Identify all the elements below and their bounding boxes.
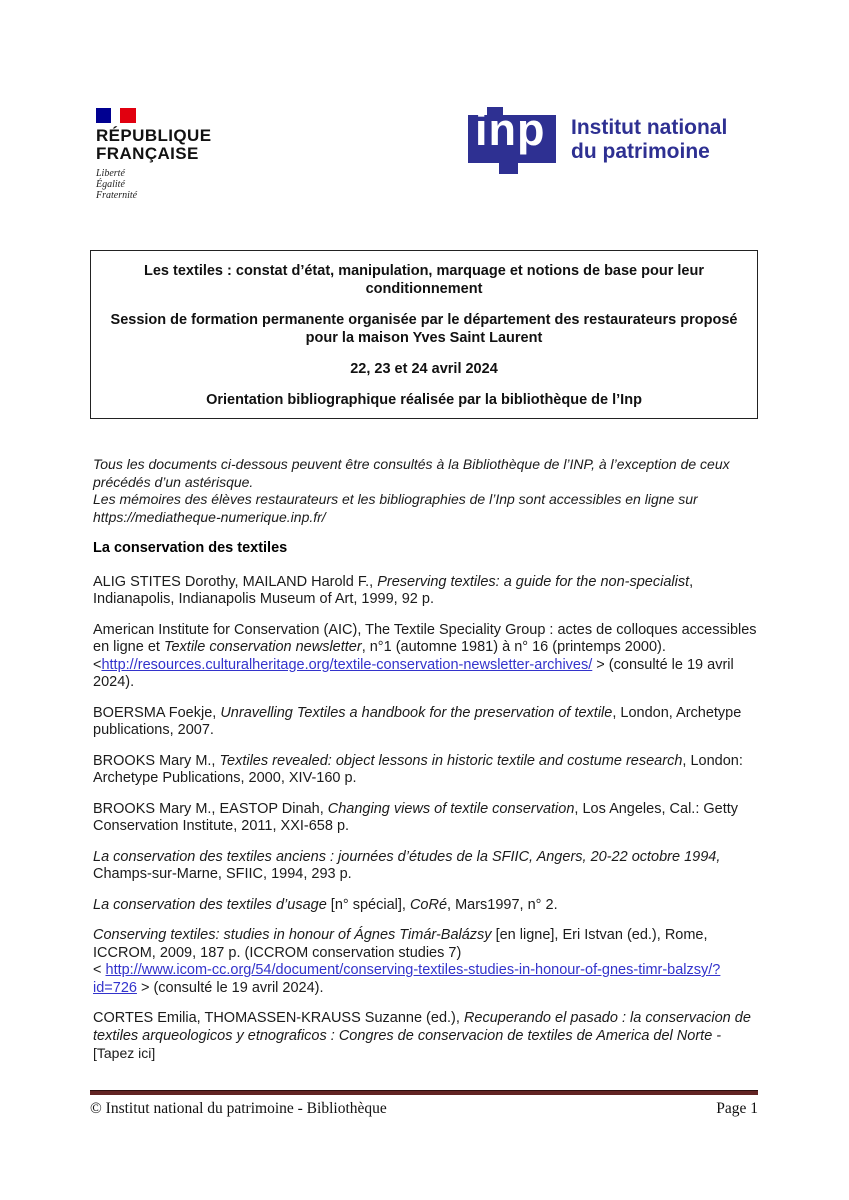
inp-logo-mark-icon bbox=[468, 104, 556, 175]
bibliography-entry bbox=[93, 897, 763, 915]
bibliography-entry bbox=[93, 753, 763, 788]
rf-motto-liberte: Liberté bbox=[96, 168, 125, 179]
rf-motto-egalite: Égalité bbox=[96, 179, 125, 190]
footer-placeholder-text: [Tapez ici] bbox=[93, 1045, 156, 1061]
rf-logo-motto bbox=[96, 168, 256, 201]
republique-francaise-logo bbox=[96, 108, 256, 201]
entry-text: ALIG STITES Dorothy, MAILAND Harold F., bbox=[93, 573, 378, 590]
entry-text: , Indianapolis, Indianapolis Museum of Art, 1999, 92 p. bbox=[93, 573, 694, 607]
entry-text: BROOKS Mary M., bbox=[93, 752, 220, 769]
entry-title-italic: Textiles revealed: object lessons in historic textile and costume research bbox=[219, 752, 683, 769]
document-body bbox=[93, 456, 763, 1063]
inp-name-line2: du patrimoine bbox=[571, 140, 710, 163]
inp-name-line1: Institut national bbox=[571, 116, 728, 139]
entry-link[interactable]: http://www.icom-cc.org/54/document/conserving-textiles-studies-in-honour-of-gnes-timr-balzsy/?id=726 bbox=[93, 962, 721, 996]
entry-text: BOERSMA Foekje, bbox=[93, 704, 221, 721]
entry-title-italic: La conservation des textiles d’usage bbox=[93, 896, 327, 913]
entry-text: CORTES Emilia, THOMASSEN-KRAUSS Suzanne (ed.), bbox=[93, 1010, 464, 1026]
entry-text: < bbox=[93, 656, 102, 673]
entry-text: , London: Archetype Publications, 2000, XIV-160 p. bbox=[93, 752, 743, 786]
session-description: Session de formation permanente organisée par le département des restaurateurs proposé pour la maison Yves Saint Laurent bbox=[110, 312, 738, 346]
entry-title-italic: Preserving textiles: a guide for the non-specialist bbox=[377, 573, 690, 590]
intro-paragraph-1: Tous les documents ci-dessous peuvent être consultés à la Bibliothèque de l’INP, à l’exception de ceux précédés d’un astérisque. bbox=[93, 456, 730, 490]
entry-text: Champs-sur-Marne, SFIIC, 1994, 293 p. bbox=[93, 866, 352, 882]
section-heading: La conservation des textiles bbox=[93, 540, 288, 556]
bibliography-entry bbox=[93, 801, 763, 836]
footer-page-number: Page 1 bbox=[716, 1100, 758, 1117]
entry-text: > (consulté le 19 avril 2024). bbox=[136, 979, 324, 996]
footer-copyright: © Institut national du patrimoine - Bibliothèque bbox=[90, 1100, 387, 1117]
inp-mark-bottom-tab bbox=[499, 163, 518, 174]
rf-logo-name bbox=[96, 127, 256, 163]
entry-text: < bbox=[93, 962, 106, 978]
entry-text: [en ligne], Eri Istvan (ed.), Rome, ICCROM, 2009, 187 p. (ICCROM conservation studies 7) bbox=[93, 927, 708, 961]
entry-text: , n°1 (automne 1981) à n° 16 (printemps 2000). bbox=[361, 639, 666, 655]
intro-paragraph-2: Les mémoires des élèves restaurateurs et les bibliographies de l’Inp sont accessibles en ligne sur https://mediatheque-numerique.inp.fr/ bbox=[93, 491, 698, 525]
entry-text: , London, Archetype publications, 2007. bbox=[93, 704, 742, 738]
intro-note bbox=[93, 456, 763, 526]
title-box bbox=[90, 250, 758, 419]
entry-text: American Institute for Conservation (AIC), The Textile Speciality Group : actes de colloques accessibles en ligne et bbox=[93, 621, 757, 655]
entry-text: , Mars1997, n° 2. bbox=[447, 896, 558, 913]
entry-text: BROOKS Mary M., EASTOP Dinah, bbox=[93, 800, 328, 817]
bibliography-entry bbox=[93, 574, 763, 609]
entry-text: > (consulté le 19 avril 2024). bbox=[93, 656, 734, 690]
rf-logo-name-line1: RÉPUBLIQUE bbox=[96, 126, 212, 145]
document-title: Les textiles : constat d’état, manipulation, marquage et notions de base pour leur conditionnement bbox=[144, 263, 704, 297]
bibliography-entry bbox=[93, 1010, 763, 1045]
rf-logo-name-line2: FRANÇAISE bbox=[96, 144, 199, 163]
entry-title-italic: Recuperando el pasado : la conservacion de textiles arqueologicos y etnograficos : Congres de conservacion de textiles de America del Norte - bbox=[93, 1010, 751, 1044]
entry-link[interactable]: http://resources.culturalheritage.org/textile-conservation-newsletter-archives/ bbox=[101, 656, 593, 673]
entry-title-italic: CoRé bbox=[409, 896, 448, 913]
bibliography-entry bbox=[93, 705, 763, 740]
inp-acronym: inp bbox=[475, 104, 546, 155]
entry-text: , Los Angeles, Cal.: Getty Conservation Institute, 2011, XXI-658 p. bbox=[93, 800, 739, 834]
entry-text: [n° spécial], bbox=[326, 896, 410, 913]
entry-title-italic: Conserving textiles: studies in honour of Ágnes Timár-Balázsy bbox=[93, 927, 492, 943]
entry-title-italic: La conservation des textiles anciens : journées d’études de la SFIIC, Angers, 20-22 octobre 1994, bbox=[93, 848, 721, 865]
entry-title-italic: Changing views of textile conservation bbox=[327, 800, 575, 817]
bibliography-list bbox=[93, 574, 763, 1046]
entry-title-italic: Unravelling Textiles a handbook for the preservation of textile bbox=[220, 704, 613, 721]
rf-motto-fraternite: Fraternité bbox=[96, 190, 138, 201]
bibliography-entry bbox=[93, 927, 763, 997]
page-footer bbox=[90, 1090, 758, 1118]
inp-logo bbox=[468, 104, 728, 175]
entry-title-italic: Textile conservation newsletter bbox=[163, 639, 362, 655]
french-flag-icon bbox=[96, 108, 138, 123]
inp-logo-name bbox=[571, 107, 727, 164]
bibliography-entry bbox=[93, 622, 763, 692]
session-dates: 22, 23 et 24 avril 2024 bbox=[350, 361, 498, 377]
bibliography-attribution: Orientation bibliographique réalisée par la bibliothèque de l’Inp bbox=[206, 392, 642, 408]
bibliography-entry bbox=[93, 849, 763, 884]
